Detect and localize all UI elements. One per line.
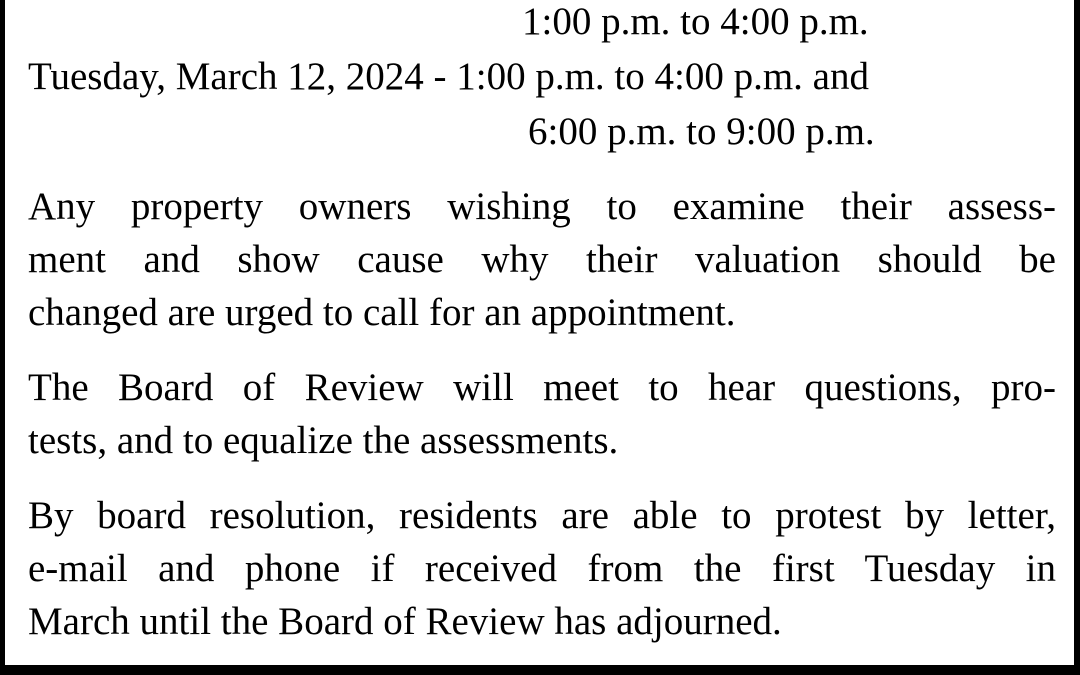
schedule-line-3: 6:00 p.m. to 9:00 p.m. bbox=[528, 110, 875, 153]
schedule-line-1: 1:00 p.m. to 4:00 p.m. bbox=[522, 0, 869, 43]
paragraph-2-line-2: tests, and to equalize the assessments. bbox=[28, 419, 619, 462]
paragraph-1-line-3: changed are urged to call for an appointment. bbox=[28, 291, 736, 334]
paragraph-2-line-1: The Board of Review will meet to hear questions, pro- bbox=[28, 366, 1056, 409]
paragraph-1-line-2: ment and show cause why their valuation should be bbox=[28, 238, 1056, 281]
paragraph-3-line-3: March until the Board of Review has adjourned. bbox=[28, 600, 782, 643]
notice-document bbox=[5, 0, 1074, 665]
paragraph-3-line-1: By board resolution, residents are able to protest by letter, bbox=[28, 494, 1056, 537]
schedule-line-2: Tuesday, March 12, 2024 - 1:00 p.m. to 4:00 p.m. and bbox=[28, 55, 869, 98]
paragraph-1-line-1: Any property owners wishing to examine their assess- bbox=[28, 185, 1056, 228]
paragraph-3-line-2: e-mail and phone if received from the first Tuesday in bbox=[28, 547, 1056, 590]
